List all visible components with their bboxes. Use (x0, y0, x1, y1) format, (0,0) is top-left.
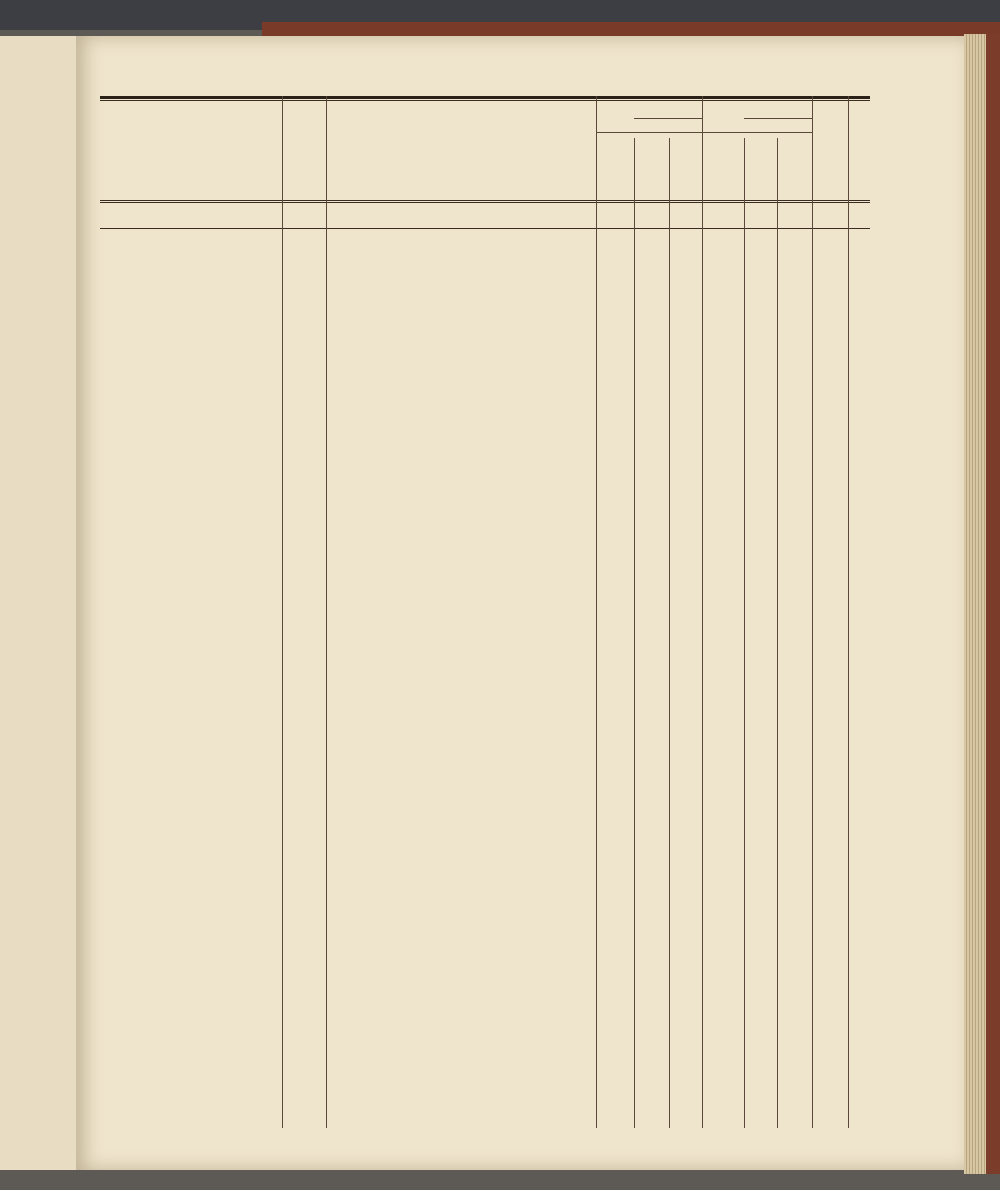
vline-station (596, 96, 597, 1128)
vline-q1 (669, 138, 670, 1128)
table-top-rule (100, 96, 870, 99)
hline-temp2 (744, 118, 812, 119)
vline-obs2 (812, 96, 813, 1128)
vline-b1 (634, 138, 635, 1128)
header-bottom-rule-2 (100, 202, 870, 203)
vline-main (326, 96, 327, 1128)
right-page (76, 36, 964, 1170)
book-back-cover (986, 34, 1000, 1174)
left-page (0, 36, 79, 1170)
hline-temp1 (634, 118, 702, 119)
vline-diff (848, 96, 849, 1128)
vline-b2 (744, 138, 745, 1128)
vline-time (282, 96, 283, 1128)
vline-obs1 (702, 96, 703, 1128)
table-top-rule-thin (100, 100, 870, 101)
units-bottom-rule (100, 228, 870, 229)
header-bottom-rule (100, 200, 870, 201)
hline-obs (596, 132, 812, 133)
vline-q2 (777, 138, 778, 1128)
book-cover-edge (262, 22, 1000, 36)
